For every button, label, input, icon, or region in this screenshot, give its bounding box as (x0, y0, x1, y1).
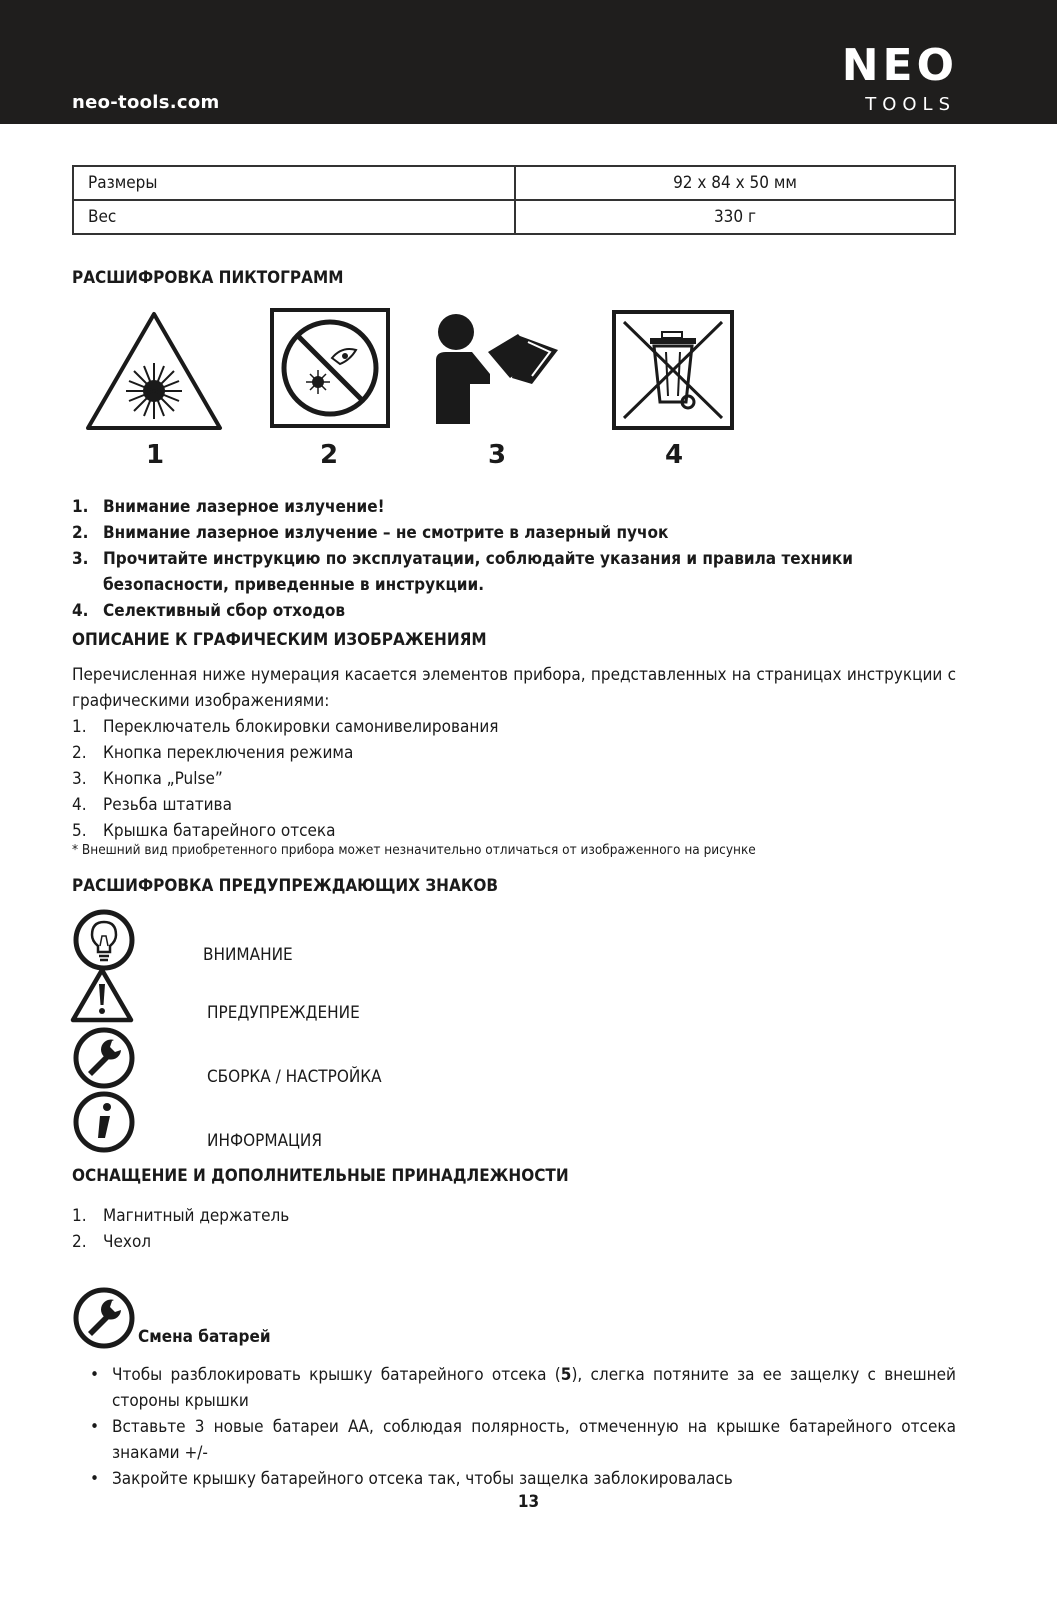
pictogram-legend-list (72, 494, 962, 624)
list-number: 2. (72, 523, 89, 543)
list-text: Чехол (103, 1232, 152, 1252)
list-item (72, 740, 499, 766)
list-number: 4. (72, 795, 87, 815)
accessories-heading: ОСНАЩЕНИЕ И ДОПОЛНИТЕЛЬНЫЕ ПРИНАДЛЕЖНОСТИ (72, 1166, 569, 1186)
list-item (72, 714, 499, 740)
read-manual-icon (432, 312, 564, 426)
list-item (90, 1466, 956, 1492)
list-number: 1. (72, 497, 89, 517)
wrench-icon (72, 1286, 136, 1350)
page-header (0, 0, 1057, 124)
list-text: Вставьте 3 новые батареи АА, соблюдая полярность, отмеченную на крышке батарейного отсека знаками +/- (112, 1417, 956, 1463)
bullet: • (90, 1365, 100, 1385)
warning-label: СБОРКА / НАСТРОЙКА (207, 1067, 382, 1087)
pictogram-number: 3 (488, 440, 507, 470)
table-row (73, 166, 955, 200)
battery-steps-list (90, 1362, 956, 1492)
page-number: 13 (517, 1492, 540, 1512)
list-item (72, 818, 499, 844)
spec-label: Вес (73, 200, 515, 234)
pictogram-number: 2 (320, 440, 339, 470)
pictograms-heading: РАСШИФРОВКА ПИКТОГРАММ (72, 268, 344, 288)
list-text: Кнопка „Pulse” (103, 769, 223, 789)
laser-warning-icon (82, 308, 226, 436)
list-item (90, 1414, 956, 1466)
list-number: 2. (72, 1232, 87, 1252)
list-item (72, 792, 499, 818)
list-text: Внимание лазерное излучение – не смотрите в лазерный пучок (103, 523, 669, 543)
list-text: Магнитный держатель (103, 1206, 290, 1226)
list-text: Резьба штатива (103, 795, 232, 815)
list-number: 1. (72, 717, 87, 737)
weee-bin-icon (612, 310, 734, 430)
warning-triangle-icon (70, 966, 134, 1024)
bullet: • (90, 1417, 100, 1437)
svg-text:NEO: NEO (841, 40, 958, 91)
site-url: neo-tools.com (72, 92, 220, 113)
accessories-list (72, 1203, 289, 1255)
list-number: 4. (72, 601, 89, 621)
graphics-intro: Перечисленная ниже нумерация касается элементов прибора, представленных на страницах инструкции с графическими изображениями: (72, 665, 956, 711)
list-item (72, 1229, 289, 1255)
warnings-heading: РАСШИФРОВКА ПРЕДУПРЕЖДАЮЩИХ ЗНАКОВ (72, 876, 498, 896)
spec-label: Размеры (73, 166, 515, 200)
list-item (72, 766, 499, 792)
parts-list (72, 714, 499, 844)
list-text: Внимание лазерное излучение! (103, 497, 385, 517)
list-number: 2. (72, 743, 87, 763)
pictogram-number: 1 (146, 440, 165, 470)
info-icon (72, 1090, 136, 1154)
list-text: Прочитайте инструкцию по эксплуатации, соблюдайте указания и правила техники безопасности, приведенные в инструкции. (103, 549, 853, 595)
table-row (73, 200, 955, 234)
lightbulb-icon (72, 908, 136, 972)
neo-tools-logo (780, 40, 960, 115)
specs-table (72, 165, 956, 235)
list-number: 1. (72, 1206, 87, 1226)
list-number: 5. (72, 821, 87, 841)
list-item (72, 546, 962, 598)
list-text: Селективный сбор отходов (103, 601, 346, 621)
list-text: Крышка батарейного отсека (103, 821, 336, 841)
list-text: Чтобы разблокировать крышку батарейного отсека (5), слегка потяните за ее защелку с внешней стороны крышки (112, 1365, 956, 1411)
spec-value: 330 г (515, 200, 955, 234)
pictogram-number: 4 (665, 440, 684, 470)
graphics-heading: ОПИСАНИЕ К ГРАФИЧЕСКИМ ИЗОБРАЖЕНИЯМ (72, 630, 487, 650)
spec-value: 92 x 84 x 50 мм (515, 166, 955, 200)
bullet: • (90, 1469, 100, 1489)
warning-label: ПРЕДУПРЕЖДЕНИЕ (207, 1003, 360, 1023)
battery-heading: Смена батарей (138, 1327, 271, 1347)
list-number: 3. (72, 769, 87, 789)
list-text: Переключатель блокировки самонивелирования (103, 717, 499, 737)
list-item (72, 1203, 289, 1229)
no-stare-laser-icon (270, 308, 390, 428)
svg-text:TOOLS: TOOLS (865, 94, 956, 115)
wrench-icon (72, 1026, 136, 1090)
list-item (72, 520, 962, 546)
list-text: Закройте крышку батарейного отсека так, чтобы защелка заблокировалась (112, 1469, 733, 1489)
warning-label: ВНИМАНИЕ (203, 945, 293, 965)
list-item (72, 494, 962, 520)
list-item (90, 1362, 956, 1414)
list-item (72, 598, 962, 624)
warning-label: ИНФОРМАЦИЯ (207, 1131, 322, 1151)
list-text: Кнопка переключения режима (103, 743, 354, 763)
list-number: 3. (72, 549, 89, 569)
footnote: * Внешний вид приобретенного прибора может незначительно отличаться от изображенного на рисунке (72, 842, 756, 858)
